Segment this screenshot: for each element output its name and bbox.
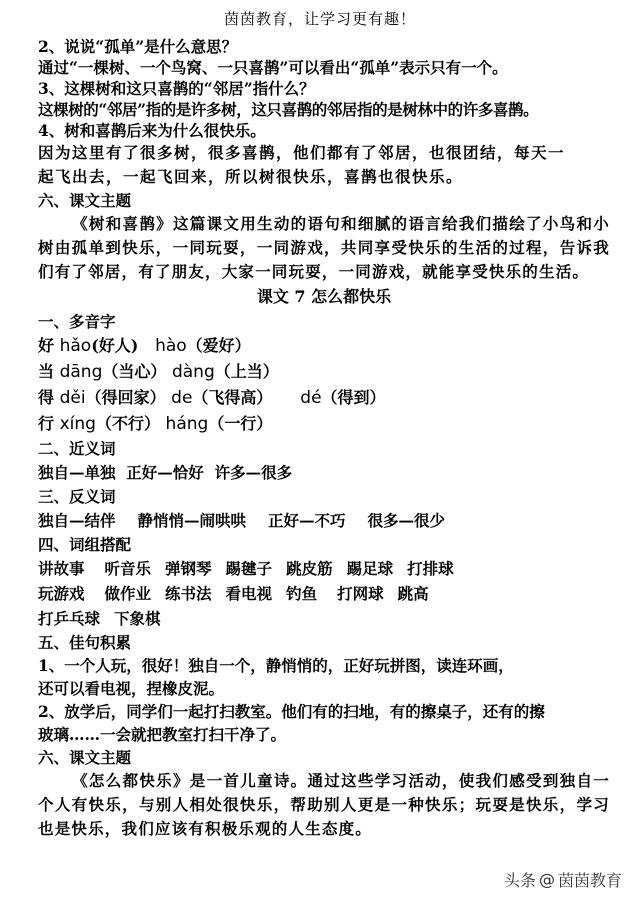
pinyin: děi	[59, 388, 86, 408]
word: （上当）	[214, 362, 279, 381]
phrases-row-2	[38, 581, 610, 606]
answer-4-line-1: 因为这里有了很多树，很多喜鹊，他们都有了邻居，也很团结，每天一	[38, 143, 566, 162]
phrases-row-1	[38, 556, 610, 581]
phrase: 弹钢琴	[165, 559, 212, 578]
sentence-2-line-2: 玻璃……一会就把教室打扫干净了。	[38, 725, 287, 744]
section-synonyms: 二、近义词	[38, 439, 116, 458]
char: 得	[38, 388, 55, 407]
polyphone-row-4	[38, 411, 610, 437]
question-3: 3、这棵树和这只喜鹊的“邻居”指什么？	[38, 79, 315, 98]
pinyin: háng	[165, 414, 209, 434]
answer-4-line-2: 起飞出去，一起飞回来，所以树很快乐，喜鹊也很快乐。	[38, 167, 464, 186]
word: （爱好）	[186, 336, 251, 355]
theme-text-2: 《怎么都快乐》是一首儿童诗。通过这些学习活动，使我们感受到独自一个人有快乐，与别人相处很快乐，帮助别人更是一种快乐；玩耍是快乐，学习也是快乐，我们应该有积极乐观的人生态度。	[38, 771, 610, 838]
synonyms-line: 独自—单独 正好—恰好 许多—很多	[38, 463, 293, 482]
phrase: 打网球	[337, 584, 384, 603]
pinyin: hào	[155, 336, 187, 356]
phrase: 练书法	[165, 584, 212, 603]
page-header: 茵茵教育，让学习更有趣！	[223, 10, 416, 28]
word: (好人)	[91, 336, 139, 355]
phrase: 讲故事	[38, 559, 85, 578]
theme-paragraph-2	[38, 769, 610, 841]
answer-3: 这棵树的“邻居”指的是许多树，这只喜鹊的邻居指的是树林中的许多喜鹊。	[38, 100, 539, 119]
document-body	[38, 36, 610, 841]
phrase: 听音乐	[104, 559, 152, 578]
word: （得到）	[321, 388, 386, 407]
section-phrases: 四、词组搭配	[38, 535, 132, 554]
word: （飞得高）	[192, 388, 273, 407]
phrase: 玩游戏	[38, 584, 85, 603]
phrases-row-3	[38, 606, 610, 631]
watermark	[504, 868, 622, 891]
watermark-name: 茵茵教育	[557, 871, 622, 890]
sentence-1-line-1: 1、一个人玩，很好！独自一个，静悄悄的，正好玩拼图，读连环画，	[38, 656, 514, 675]
phrase: 下象棋	[114, 609, 161, 628]
phrase: 钓鱼	[286, 584, 318, 603]
phrase: 打排球	[407, 559, 454, 578]
section-antonyms: 三、反义词	[38, 487, 116, 506]
watermark-at: @	[538, 870, 555, 889]
sentence-2-line-1: 2、放学后，同学们一起打扫教室。他们有的扫地，有的擦桌子，还有的擦	[38, 702, 545, 721]
watermark-prefix: 头条	[503, 871, 536, 890]
sentence-1-line-2: 还可以看电视，捏橡皮泥。	[38, 679, 225, 698]
antonym-pair: 静悄悄—闹哄哄	[137, 511, 247, 530]
polyphone-row-2	[38, 359, 610, 385]
lesson-title: 课文 7 怎么都快乐	[256, 287, 392, 306]
phrase: 踢毽子	[225, 559, 273, 578]
pinyin: xíng	[59, 414, 96, 434]
pinyin: dé	[300, 388, 322, 408]
pinyin: hǎo	[59, 336, 92, 356]
char: 当	[38, 362, 55, 381]
polyphone-row-3	[38, 385, 610, 411]
polyphone-row-1	[38, 333, 610, 359]
phrase: 踢足球	[346, 559, 394, 578]
section-sentences: 五、佳句积累	[38, 633, 132, 652]
pinyin: dàng	[171, 362, 215, 382]
theme-heading-1: 六、课文主题	[38, 191, 132, 210]
answer-4	[38, 141, 610, 189]
theme-text-1: 《树和喜鹊》这篇课文用生动的语句和细腻的语言给我们描绘了小鸟和小树由孤单到快乐，一同玩耍，一同游戏，共同享受快乐的生活的过程，告诉我们有了邻居，有了朋友，大家一同玩耍，一同游戏，就能享受快乐的生活。	[38, 214, 610, 281]
word: （一行）	[208, 414, 273, 433]
phrase: 做作业	[104, 584, 152, 603]
theme-heading-2: 六、课文主题	[38, 748, 132, 767]
antonym-pair: 独自—结伴	[38, 511, 116, 530]
theme-paragraph-1	[38, 212, 610, 284]
word: （当心）	[102, 362, 167, 381]
section-polyphones: 一、多音字	[38, 312, 116, 331]
antonym-pair: 很多—很少	[367, 511, 446, 530]
word: （得回家）	[85, 388, 166, 407]
pinyin: dāng	[59, 362, 103, 382]
answer-2: 通过“一棵树、一个鸟窝、一只喜鹊”可以看出“孤单”表示只有一个。	[38, 58, 508, 77]
antonyms-line	[38, 508, 610, 533]
phrase: 跳高	[397, 584, 429, 603]
phrase: 打乒乓球	[38, 609, 101, 628]
question-4: 4、树和喜鹊后来为什么很快乐。	[38, 121, 266, 140]
antonym-pair: 正好—不巧	[268, 511, 346, 530]
phrase: 跳皮筋	[286, 559, 333, 578]
pinyin: de	[171, 388, 193, 408]
char: 好	[38, 336, 55, 355]
question-2: 2、说说“孤单”是什么意思？	[38, 37, 238, 56]
char: 行	[38, 414, 55, 433]
phrase: 看电视	[225, 584, 273, 603]
word: （不行）	[95, 414, 160, 433]
